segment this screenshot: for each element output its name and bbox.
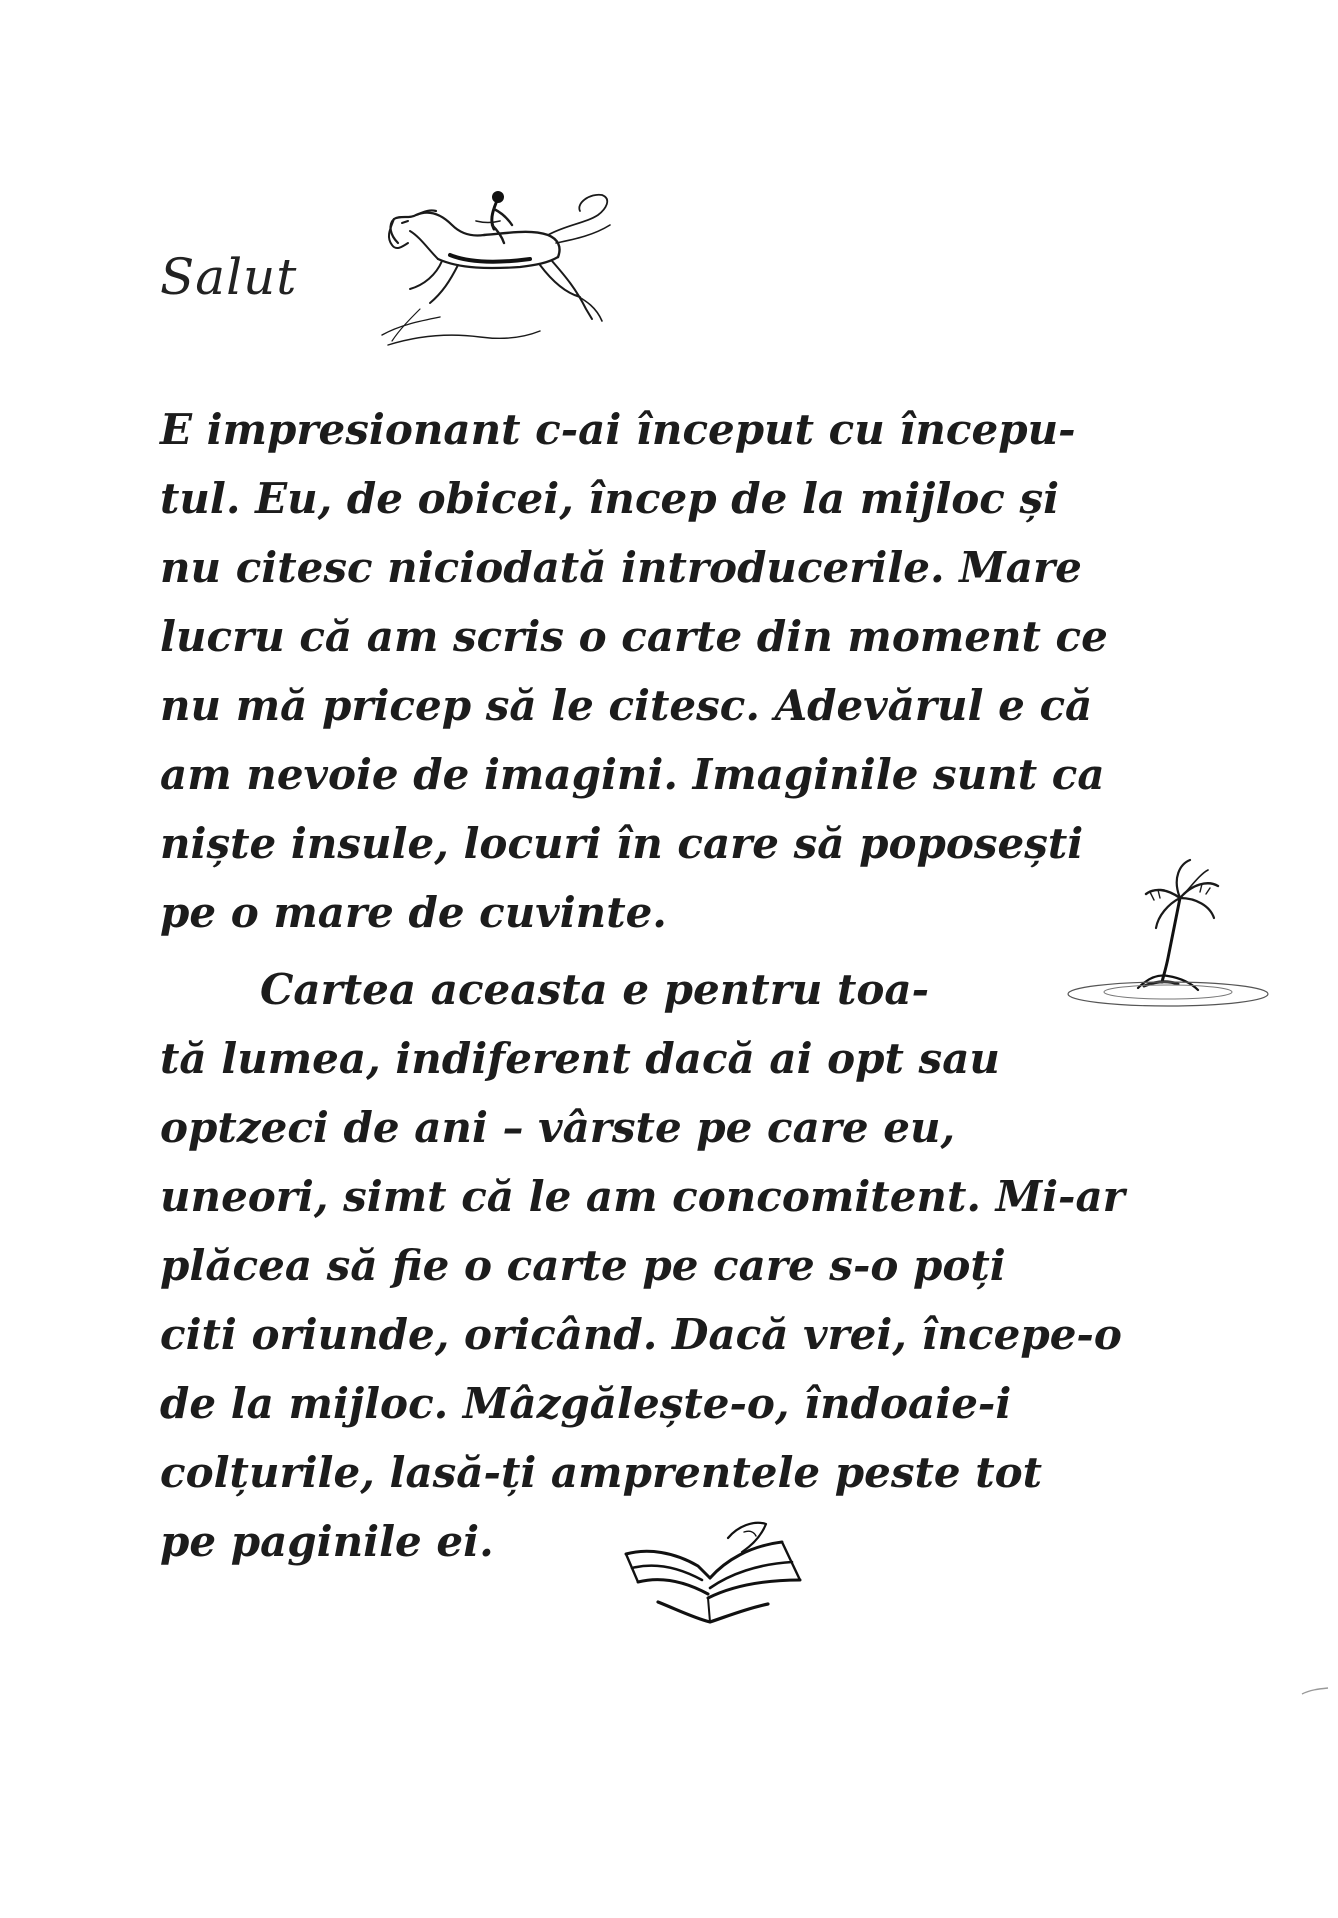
paragraph-intro [160, 395, 1170, 947]
text-line: optzeci de ani – vârste pe care eu, [160, 1103, 956, 1152]
text-line: nu citesc niciodată introducerile. Mare [160, 543, 1082, 592]
text-line: pe paginile ei. [160, 1517, 494, 1566]
text-line: plăcea să fie o carte pe care s-o poți [160, 1241, 1006, 1290]
paragraph-about-book [160, 955, 1170, 1576]
text-line: tă lumea, indiferent dacă ai opt sau [160, 1034, 1000, 1083]
text-line: Cartea aceasta e pentru toa- [260, 965, 930, 1014]
text-line: E impresionant c-ai început cu începu- [160, 405, 1076, 454]
open-book-sketch-icon [618, 1518, 808, 1628]
greeting-heading: Salut [160, 248, 298, 306]
text-line: uneori, simt că le am concomitent. Mi-ar [160, 1172, 1125, 1221]
horse-rider-sketch-icon [380, 185, 640, 350]
text-line: am nevoie de imagini. Imaginile sunt ca [160, 750, 1105, 799]
text-line: pe o mare de cuvinte. [160, 888, 667, 937]
text-line: citi oriunde, oricând. Dacă vrei, începe-o [160, 1310, 1122, 1359]
text-line: niște insule, locuri în care să poposești [160, 819, 1084, 868]
text-line: de la mijloc. Mâzgălește-o, îndoaie-i [160, 1379, 1012, 1428]
text-line: lucru că am scris o carte din moment ce [160, 612, 1108, 661]
text-line: colțurile, lasă-ți amprentele peste tot [160, 1448, 1043, 1497]
text-line: tul. Eu, de obicei, încep de la mijloc și [160, 474, 1060, 523]
stray-mark [1300, 1686, 1330, 1696]
text-line: nu mă pricep să le citesc. Adevărul e că [160, 681, 1093, 730]
